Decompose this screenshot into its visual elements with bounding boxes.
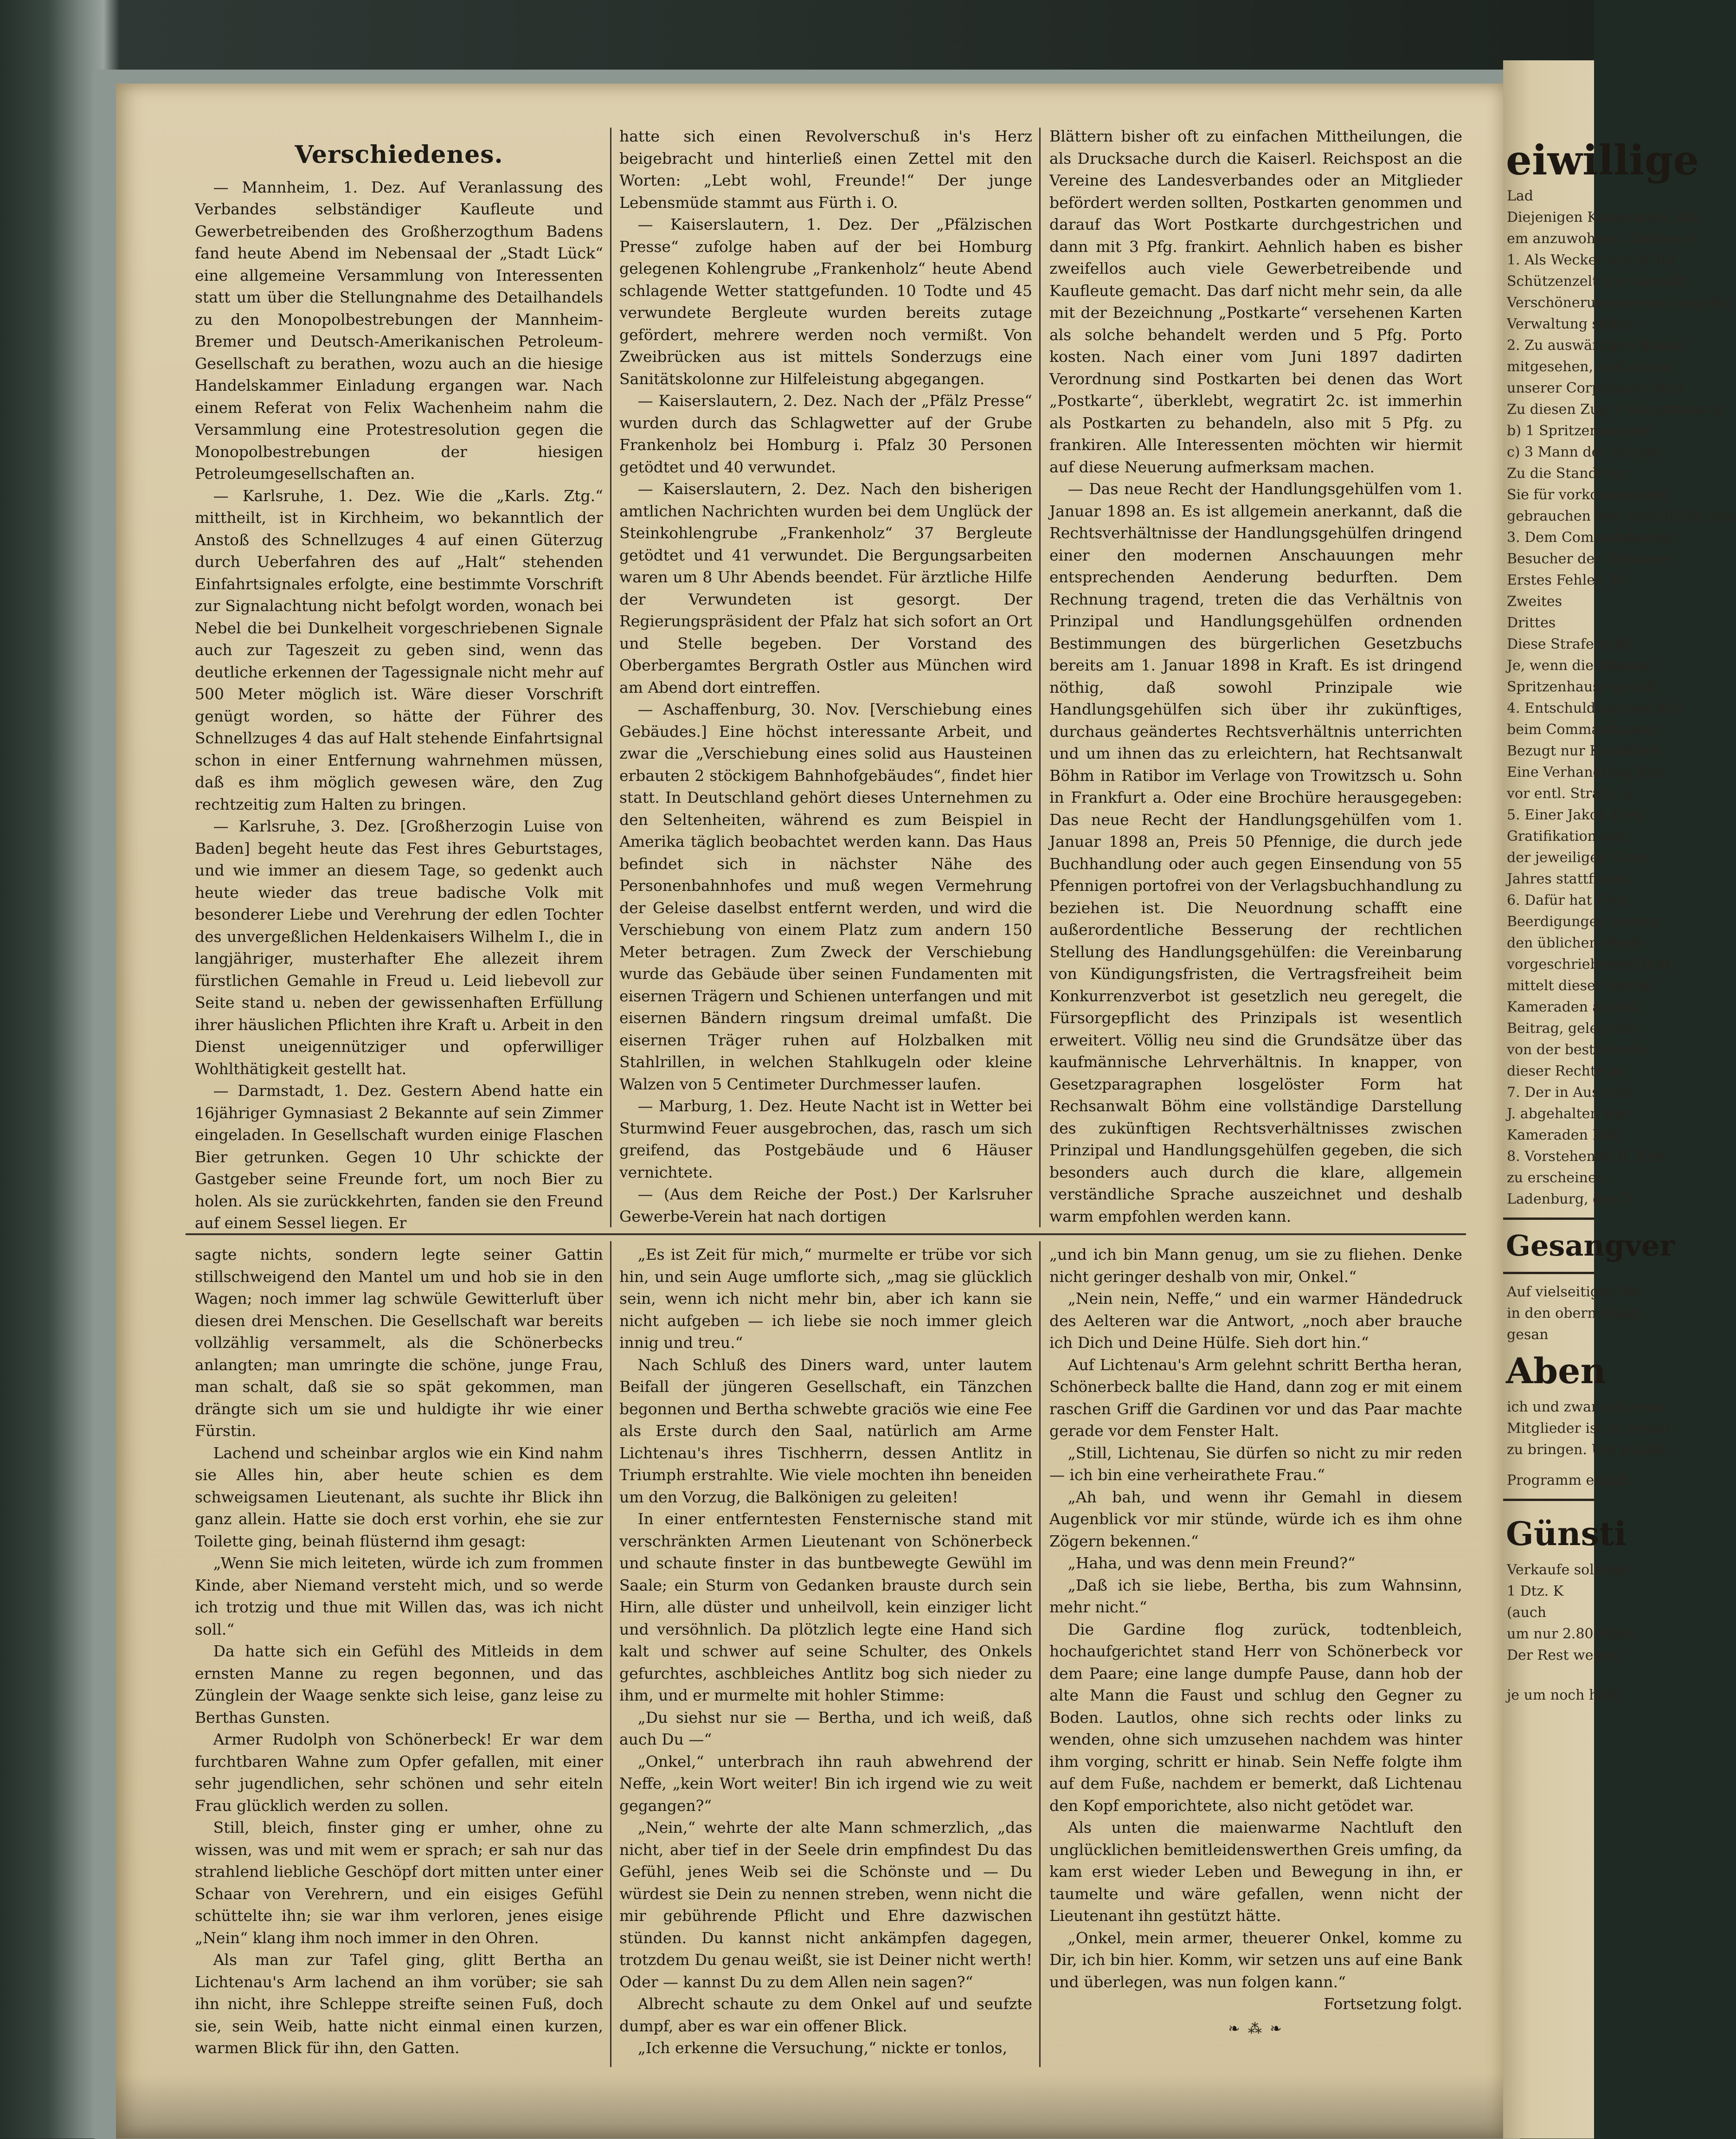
adjacent-text-line: ich und zwar mit erwe — [1507, 1399, 1665, 1415]
adjacent-text-line: unserer Corpskasse beza — [1507, 380, 1685, 396]
story-paragraph: „Still, Lichtenau, Sie dürfen so nicht zu mir reden — ich bin eine verheirathete Frau.“ — [1049, 1443, 1462, 1484]
adjacent-text-line: zu bringen. Um pünktl — [1507, 1442, 1666, 1458]
adjacent-text-line: Bezugt nur Krankheit — [1507, 743, 1660, 759]
adjacent-text-line: vorgeschriebener Quitt — [1507, 956, 1672, 973]
top-column-2 — [619, 125, 1032, 1227]
adjacent-text-line: Zu die Standrohr — [1507, 465, 1628, 482]
adjacent-text-line: Verwaltung selbst. — [1507, 316, 1638, 332]
adjacent-text-line: 1 Dtz. K — [1507, 1583, 1564, 1599]
adjacent-text-line: Spritzenhause gehölt — [1507, 679, 1657, 695]
adjacent-text-line: Ladenburg, den 3. — [1507, 1191, 1637, 1207]
adjacent-text-line: Kameraden Böß — [1507, 1127, 1620, 1143]
adjacent-sang-lines — [1503, 1282, 1643, 1346]
adjacent-text-line: von der bestehende — [1507, 1042, 1646, 1058]
adjacent-text-line: Schützenzelt hier bestellt — [1507, 273, 1688, 290]
article-kaiserslautern-2: — Kaiserslautern, 2. Dez. Nach der „Pfälz Presse“ wurden durch das Schlagwetter auf der Grube Frankenholz bei Homburg i. Pfalz 30 Personen getödtet und 40 verwundet. — [619, 392, 1032, 476]
article-handlungsgehuelfen: — Das neue Recht der Handlungsgehülfen vom 1. Januar 1898 an. Es ist allgemein anerkannt, daß die Rechtsverhältnisse der Handlungsgehülfen dringend einer den modernen Anschauungen mehr entsprechenden Aenderung bedurften. Dem Rechnung tragend, treten die das Verhältnis von Prinzipal und Handlungsgehülfen ordnenden Bestimmungen des bürgerlichen Gesetzbuchs bereits am 1. Januar 1898 in Kraft. Es ist dringend nöthig, daß sowohl Prinzipale wie Handlungsgehülfen sich über ihr zukünftiges, durchaus geändertes Rechtsverhältnis unterrichten und um ihnen das zu erleichtern, hat Rechtsanwalt Böhm in Ratibor im Verlage von Trowitzsch u. Sohn in Frankfurt a. Oder eine Brochüre herausgegeben: Das neue Recht der Handlungsgehülfen vom 1. Januar 1898 an, Preis 50 Pfennige, die durch jede Buchhandlung oder auch gegen Einsendung von 55 Pfennigen portofrei von der Verlagsbuchhandlung zu beziehen ist. Die Neuordnung schafft eine außerordentliche Besserung der rechtlichen Stellung des Handlungsgehülfen: die Vereinbarung von Kündigungsfristen, die Vertragsfreiheit beim Konkurrenzverbot ist gesetzlich neu geregelt, die Fürsorgepflicht des Prinzipals ist wesentlich erweitert. Völlig neu sind die Grundsätze über das kaufmännische Lehrverhältnis. In knapper, von Gesetzparagraphen losgelöster Form hat Rechsanwalt Böhm eine vollständige Darstellung des zukünftigen Rechtsverhältnisses zwischen Prinzipal und Handlungsgehülfen gegeben, die sich besonders auch durch die klare, allgemein verständliche Sprache auszeichnet und deshalb warm empfohlen werden kann. — [1049, 480, 1462, 1225]
story-paragraph: „Onkel, mein armer, theuerer Onkel, komme zu Dir, ich bin hier. Komm, wir setzen uns auf eine Bank und überlegen, was nun folgen kann.“ — [1049, 1928, 1462, 1991]
story-column-2 — [619, 1243, 1032, 2059]
adjacent-text-line: Zweites — [1507, 593, 1562, 610]
adjacent-text-line: Beitrag, gelegentli — [1507, 1020, 1639, 1037]
adjacent-text-line: 3. Dem Commandanten — [1507, 529, 1673, 546]
adjacent-text-line: 1. Als Wecker wurde für — [1507, 252, 1678, 268]
adjacent-text-line: mittelt dieser Sterbe — [1507, 978, 1654, 994]
story-paragraph: „Wenn Sie mich leiteten, würde ich zum frommen Kinde, aber Niemand versteht mich, und so werde ich trotzig und thue mit Willen das, was ich nicht soll.“ — [195, 1554, 603, 1638]
adjacent-text-line: Sie für vorkommenden — [1507, 487, 1668, 503]
adjacent-page — [1503, 60, 1736, 2139]
bottom-shadow — [116, 2074, 1503, 2139]
story-paragraph: In einer entferntesten Fensternische stand mit verschränkten Armen Lieutenant von Schönerbeck und schaute finster in das buntbewegte Gewühl im Saale; ein Sturm von Gedanken brauste durch sein Hirn, alle düster und unheilvoll, kein einziger licht und versöhnlich. Da plötzlich legte eine Hand sich kalt und schwer auf seine Schulter, des Onkels gefurchtes, aschbleiches Antlitz bog sich nieder zu ihm, und er murmelte mit hohler Stimme: — [619, 1510, 1032, 1704]
continued-note: Fortsetzung folgt. — [1324, 1995, 1462, 2013]
adjacent-notice-lines — [1503, 186, 1736, 1210]
adjacent-text-line: um nur 2.80 Mark — [1507, 1626, 1636, 1642]
adjacent-text-line: beim Commandanten — [1507, 722, 1658, 738]
adjacent-text-line: Auf vielseitiges Ver — [1507, 1284, 1643, 1300]
adjacent-text-line: J. abgehalten wer — [1507, 1106, 1631, 1122]
column-divider — [1039, 1241, 1041, 2067]
adjacent-guenst-heading: Günsti — [1506, 1514, 1627, 1553]
adjacent-text-line: 5. Einer Jakob Frey — [1507, 807, 1644, 823]
adjacent-text-line: 2. Zu auswärtigen Bränd — [1507, 337, 1683, 354]
adjacent-text-line: 4. Entschuldigungen kön — [1507, 700, 1683, 716]
article-darmstadt-continued: hatte sich einen Revolverschuß in's Herz beigebracht und hinterließ einen Zettel mit den Worten: „Lebt wohl, Freunde!“ Der junge Lebensmüde stammt aus Fürth i. O. — [619, 127, 1032, 212]
adjacent-text-line: Kameraden abgefü — [1507, 999, 1641, 1015]
article-post: — (Aus dem Reiche der Post.) Der Karlsruher Gewerbe-Verein hat nach dortigen — [619, 1185, 1032, 1225]
story-paragraph: „Haha, und was denn mein Freund?“ — [1067, 1554, 1356, 1572]
adjacent-text-line: mitgesehen, und davon — [1507, 359, 1672, 375]
adjacent-text-line: Diese Strafe trifft — [1507, 636, 1631, 652]
adjacent-text-line: Gratifikation von — [1507, 828, 1626, 844]
adjacent-text-line: Verkaufe solange — [1507, 1562, 1629, 1578]
story-paragraph: Da hatte sich ein Gefühl des Mitleids in dem ernsten Manne zu regen begonnen, und das Zünglein der Waage senkte sich leise, ganz leise zu Berthas Gunsten. — [195, 1642, 603, 1727]
adjacent-rule — [1503, 1218, 1594, 1220]
story-paragraph: „Daß ich sie liebe, Bertha, bis zum Wahnsinn, mehr nicht.“ — [1049, 1576, 1462, 1616]
adjacent-abend-heading: Aben — [1506, 1350, 1606, 1392]
section-heading: Verschiedenes. — [295, 141, 503, 169]
adjacent-text-line: Verschönerungsvereins angeleg — [1507, 295, 1733, 311]
adjacent-text-line: Zu diesen Zug 1 Hauptmann a — [1507, 401, 1722, 418]
adjacent-guenst-lines — [1503, 1559, 1636, 1666]
adjacent-text-line: Eine Verhandlung fürs — [1507, 764, 1665, 780]
story-paragraph: „Onkel,“ unterbrach ihn rauh abwehrend der Neffe, „kein Wort weiter! Bin ich irgend wie zu weit gegangen?“ — [619, 1752, 1032, 1815]
top-column-1 — [195, 135, 603, 1234]
adjacent-text-line: 6. Dafür hat Frey — [1507, 892, 1629, 908]
article-marburg: — Marburg, 1. Dez. Heute Nacht ist in Wetter bei Sturmwind Feuer ausgebrochen, das, rasch um sich greifend, das Postgebäude und 6 Häuser vernichtete. — [619, 1097, 1032, 1181]
adjacent-text-line: Der Rest wegen — [1507, 1647, 1620, 1663]
adjacent-rule — [1503, 1499, 1594, 1501]
adjacent-text-line: gebrauchen hier anschließt, hau — [1507, 508, 1736, 524]
adjacent-text-line: vor entl. Strafe, a — [1507, 786, 1631, 802]
story-paragraph: Nach Schluß des Diners ward, unter lautem Beifall der jüngeren Gesellschaft, ein Tänzchen begonnen und Bertha schwebte graciös wie eine Fee als Erste durch den Saal, natürlich am Arme Lichtenau's ihres Tischherrn, dessen Antlitz in Triumph erstrahlte. Wie viele mochten ihn beneiden um den Vorzug, die Balkönigen zu geleiten! — [619, 1355, 1032, 1506]
adjacent-text-line: 8. Vorstehende B. Kan — [1507, 1148, 1664, 1165]
article-aschaffenburg: — Aschaffenburg, 30. Nov. [Verschiebung eines Gebäudes.] Eine höchst interessante Arbeit, und zwar die „Verschiebung eines solid aus Hausteinen erbauten 2 stöckigem Bahnhofgebäudes“, findet hier statt. In Deutschland gehört dieses Unternehmen zu den Seltenheiten, während es zum Beispiel in Amerika täglich beobachtet werden kann. Das Haus befindet sich in nächster Nähe des Personenbahnhofes und muß wegen Vermehrung der Geleise daselbst entfernt werden, und wird die Verschiebung von einem Platz zum andern 150 Meter betragen. Zum Zweck der Verschiebung wurde das Gebäude über seinen Fundamenten mit eisernen Trägern und Schienen unterfangen und mit eisernen Bändern ringsum dreimal umfaßt. Die eisernen Träger ruhen auf Holzbalken mit Stahlrillen, in welchen Stahlkugeln oder kleine Walzen von 5 Centimeter Durchmesser laufen. — [619, 700, 1032, 1093]
article-kaiserslautern-3: — Kaiserslautern, 2. Dez. Nach den bisherigen amtlichen Nachrichten wurden bei dem Unglück der Steinkohlengrube „Frankenholz“ 37 Bergleute getödtet und 41 verwundet. Die Bergungsarbeiten waren um 8 Uhr Abends beendet. Für ärztliche Hilfe der Verwundeten ist gesorgt. Der Regierungspräsident der Pfalz hat sich sofort an Ort und Stelle begeben. Der Vorstand des Oberbergamtes Bergrath Ostler aus München wird am Abend dort eintreffen. — [619, 480, 1032, 696]
adjacent-text-line: (auch — [1507, 1604, 1547, 1621]
article-kaiserslautern-1: — Kaiserslautern, 1. Dez. Der „Pfälzischen Presse“ zufolge haben auf der bei Homburg gelegenen Kohlengrube „Frankenholz“ heute Abend schlagende Wetter stattgefunden. 10 Todte und 45 verwundete Bergleute wurden bereits zutage gefördert, mehrere werden noch vermißt. Von Zweibrücken aus ist mittels Sonderzugs eine Sanitätskolonne zur Hilfeleistung abgegangen. — [619, 215, 1032, 388]
adjacent-program-line: Programm erhält — [1507, 1472, 1628, 1488]
column-divider — [610, 128, 611, 1227]
adjacent-text-line: gesan — [1507, 1327, 1549, 1343]
adjacent-heading: eiwillige — [1506, 136, 1699, 184]
adjacent-text-line: 7. Der in Aussicht — [1507, 1084, 1633, 1101]
story-paragraph: Auf Lichtenau's Arm gelehnt schritt Bertha heran, Schönerbeck ballte die Hand, dann zog er mit einem raschen Griff die Gardinen vor und das Paar machte gerade vor dem Fenster Halt. — [1049, 1355, 1462, 1440]
story-paragraph: Albrecht schaute zu dem Onkel auf und seufzte dumpf, aber es war ein offener Blick. — [619, 1995, 1032, 2035]
story-column-3 — [1049, 1243, 1462, 2040]
adjacent-sang-heading: Gesangver — [1506, 1229, 1675, 1263]
story-paragraph: „und ich bin Mann genug, um sie zu fliehen. Denke nicht geringer deshalb von mir, Onkel.“ — [1049, 1245, 1462, 1286]
story-paragraph: „Nein,“ wehrte der alte Mann schmerzlich, „das nicht, aber tief in der Seele drin empfindest Du das Gefühl, jenes Weib sei die Schönste und — Du würdest sie Dein zu nennen streben, wenn nicht die mir gebührende Pflicht und Ehre dazwischen stünden. Du kannst nicht ankämpfen dagegen, trotzdem Du genau weißt, sie ist Deiner nicht werth! Oder — kannst Du zu dem Allen nein sagen?“ — [619, 1818, 1032, 1991]
adjacent-text-line: Mitglieder ist es gestat — [1507, 1420, 1671, 1437]
story-paragraph: „Ah bah, und wenn ihr Gemahl in diesem Augenblick vor mir stünde, würde ich es ihm ohne Zögern bekennen.“ — [1049, 1488, 1462, 1550]
adjacent-rule — [1503, 1272, 1594, 1274]
column-divider — [1039, 128, 1041, 1227]
adjacent-text-line: b) 1 Spritzenmeister — [1507, 423, 1652, 439]
column-divider — [610, 1241, 611, 2067]
story-paragraph: Die Gardine flog zurück, todtenbleich, hochaufgerichtet stand Herr von Schönerbeck vor dem Paare; eine lange dumpfe Pause, dann hob der alte Mann die Faust und schlug den Gegner zu Boden. Lautlos, ohne sich rechts oder links zu wenden, ohne sich umzusehen nachdem was hinter ihm vorging, schritt er hinab. Sein Neffe folgte ihm auf dem Fuße, nachdem er bemerkt, daß Lichtenau den Kopf emporichtete, also nicht getödet war. — [1049, 1620, 1462, 1815]
article-darmstadt: — Darmstadt, 1. Dez. Gestern Abend hatte ein 16jähriger Gymnasiast 2 Bekannte auf sein Zimmer eingeladen. In Gesellschaft wurden einige Flaschen Bier getrunken. Gegen 10 Uhr schickte der Gastgeber seine Freunde fort, um noch Bier zu holen. Als sie zurückkehrten, fanden sie den Freund auf einem Sessel liegen. Er — [195, 1082, 603, 1232]
adjacent-text-line: Erstes Fehlen 30 — [1507, 572, 1627, 588]
adjacent-text-line: in den obern Räum — [1507, 1305, 1642, 1321]
story-paragraph: Als unten die maienwarme Nachtluft den unglücklichen bemitleidenswerthen Greis umfing, da kam erst wieder Leben und Bewegung in ihn, er taumelte und wäre gefallen, wenn nicht der Lieutenant ihn gestützt hätte. — [1049, 1818, 1462, 1925]
story-paragraph: Still, bleich, finster ging er umher, ohne zu wissen, was und mit wem er sprach; er sah nur das strahlend liebliche Geschöpf dort mitten unter einer Schaar von Verehrern, und ein eisiges Gefühl schüttelte ihn; sie war ihm verloren, jenes eisige „Nein“ klang ihm noch immer in den Ohren. — [195, 1818, 603, 1947]
adjacent-text-line: em anzuwohnen, theilen w — [1507, 231, 1696, 247]
story-paragraph: Lachend und scheinbar arglos wie ein Kind nahm sie Alles hin, aber heute schien es dem schweigsamen Lieutenant, als suchte ihr Blick ihn ganz allein. Hatte sie doch erst vorhin, ehe sie zur Toilette ging, beinah flüsternd ihm gesagt: — [195, 1443, 603, 1550]
adjacent-text-line: c) 3 Mann der Steiger — [1507, 444, 1663, 460]
adjacent-text-line: dieser Rechte an — [1507, 1063, 1626, 1079]
adjacent-text-line: Diejenigen Kameraden, die — [1507, 209, 1699, 225]
ornament-divider: ❧ ⁂ ❧ — [1228, 2020, 1284, 2037]
adjacent-text-line: Jahres stattfindet. — [1507, 871, 1634, 887]
story-column-1 — [195, 1243, 603, 2059]
adjacent-text-line: zu erscheinen. — [1507, 1170, 1610, 1186]
story-paragraph: „Ich erkenne die Versuchung,“ nickte er tonlos, — [637, 2039, 1008, 2057]
section-divider — [186, 1233, 1466, 1235]
article-post-continued: Blättern bisher oft zu einfachen Mittheilungen, die als Drucksache durch die Kaiserl. Reichspost an die Vereine des Landesverbandes oder an Mitglieder befördert werden sollten, Postkarten genommen und darauf das Wort Postkarte durchgestrichen und dann mit 3 Pfg. frankirt. Aehnlich haben es bisher zweifellos auch viele Gewerbetreibende und Kaufleute gemacht. Das darf nicht mehr sein, da alle mit der Bezeichnung „Postkarte“ versehenen Karten als solche behandelt werden und 5 Pfg. Porto kosten. Nach einer vom Juni 1897 dadirten Verordnung sind Postkarten bei denen das Wort „Postkarte“, überklebt, wegratirt 2c. ist immerhin als Postkarten zu behandeln, also mit 5 Pfg. zu frankiren. Alle Interessenten möchten wir hiermit auf diese Neuerung aufmerksam machen. — [1049, 127, 1462, 476]
story-paragraph: „Nein nein, Neffe,“ und ein warmer Händedruck des Aelteren war die Antwort, „noch aber brauche ich Dich und Deine Hülfe. Sieh dort hin.“ — [1049, 1289, 1462, 1352]
top-column-3 — [1049, 125, 1462, 1227]
adjacent-text-line: Besucher der Uebunge — [1507, 551, 1670, 567]
story-paragraph: Als man zur Tafel ging, glitt Bertha an Lichtenau's Arm lachend an ihm vorüber; sie sah ihn nicht, ihre Schleppe streifte seinen Fuß, doch sie, sein Weib, hatte nicht einmal einen kurzen, warmen Blick für ihn, den Gatten. — [195, 1951, 603, 2057]
adjacent-text-line: den üblichen Sterb — [1507, 935, 1642, 951]
adjacent-text-line: Drittes — [1507, 615, 1556, 631]
article-mannheim: — Mannheim, 1. Dez. Auf Veranlassung des Verbandes selbständiger Kaufleute und Gewerbetreibenden des Großherzogthum Badens fand heute Abend im Nebensaal der „Stadt Lück“ eine allgemeine Versammlung von Interessenten statt um über die Stellungnahme des Detailhandels zu den Monopolbestrebungen der Mannheim-Bremer und Deutsch-Amerikanischen Petroleum-Gesellschaft zu berathen, wozu auch an die hiesige Handelskammer Einladung ergangen war. Nach einem Referat von Felix Wachenheim nahm die Versammlung eine Protestresolution gegen die Monopolbestrebungen der hiesigen Petroleumgesellschaften an. — [195, 178, 603, 483]
article-karlsruhe-1: — Karlsruhe, 1. Dez. Wie die „Karls. Ztg.“ mittheilt, ist in Kirchheim, wo bekanntlich der Anstoß des Schnellzuges 4 auf einen Güterzug durch Ueberfahren des auf „Halt“ stehenden Einfahrtsignales erfolgte, eine bestimmte Vorschrift zur Signalachtung nicht befolgt worden, wonach bei Nebel die bei Dunkelheit vorgeschriebenen Signale auch zur Tageszeit zu geben sind, wenn das deutliche erkennen der Tagessignale nicht mehr auf 500 Meter möglich ist. Wäre dieser Vorschrift genügt worden, so hätte der Führer des Schnellzuges 4 das auf Halt stehende Einfahrtsignal schon in einer Entfernung wahrnehmen müssen, daß es ihm möglich gewesen wäre, den Zug rechtzeitig zum Halten zu bringen. — [195, 486, 603, 813]
adjacent-text-line: Beerdigungen verstor — [1507, 914, 1662, 930]
article-karlsruhe-2: — Karlsruhe, 3. Dez. [Großherzogin Luise von Baden] begeht heute das Fest ihres Geburtstages, und wie immer an diesem Tage, so gedenkt auch heute wieder das treue badische Volk mit besonderer Liebe und Verehrung der edlen Tochter des unvergeßlichen Heldenkaisers Wilhelm I., die in langjähriger, musterhafter Ehe allezeit ihrem fürstlichen Gemahle in Freud u. Leid liebevoll zur Seite stand u. neben der gewissenhaften Erfüllung ihrer häuslichen Pflichten ihre Kraft u. Arbeit in den Dienst uneigennütziger und opferwilliger Wohlthätigkeit gestellt hat. — [195, 817, 603, 1078]
adjacent-abend-lines — [1503, 1397, 1671, 1461]
story-paragraph: „Du siehst nur sie — Bertha, und ich weiß, daß auch Du —“ — [619, 1708, 1032, 1748]
story-paragraph: sagte nichts, sondern legte seiner Gattin stillschweigend den Mantel um und hob sie in den Wagen; noch immer lag schwüle Gewitterluft über diesen drei Menschen. Die Gesellschaft war bereits vollzählig versammelt, als die Schönerbecks anlangten; man umringte die schöne, junge Frau, man schalt, daß sie so spät gekommen, man drängte sich um sie und huldigte ihr wie einer Fürstin. — [195, 1245, 603, 1440]
adjacent-text-line: Je, wenn die Mannsc — [1507, 657, 1653, 674]
adjacent-text-line: Lad — [1507, 188, 1534, 204]
story-paragraph: Armer Rudolph von Schönerbeck! Er war dem furchtbaren Wahne zum Opfer gefallen, mit einer sehr jugendlichen, sehr schönen und sehr eiteln Frau glücklich werden zu sollen. — [195, 1730, 603, 1815]
story-paragraph: „Es ist Zeit für mich,“ murmelte er trübe vor sich hin, und sein Auge umflorte sich, „mag sie glücklich sein, wenn ich nicht mehr bin, aber ich kann sie nicht aufgeben — ich liebe sie noch immer gleich innig und treu.“ — [619, 1245, 1032, 1352]
adjacent-text-line: der jeweiligen Gene — [1507, 850, 1648, 866]
adjacent-bottom-line: je um noch halb — [1507, 1687, 1620, 1703]
